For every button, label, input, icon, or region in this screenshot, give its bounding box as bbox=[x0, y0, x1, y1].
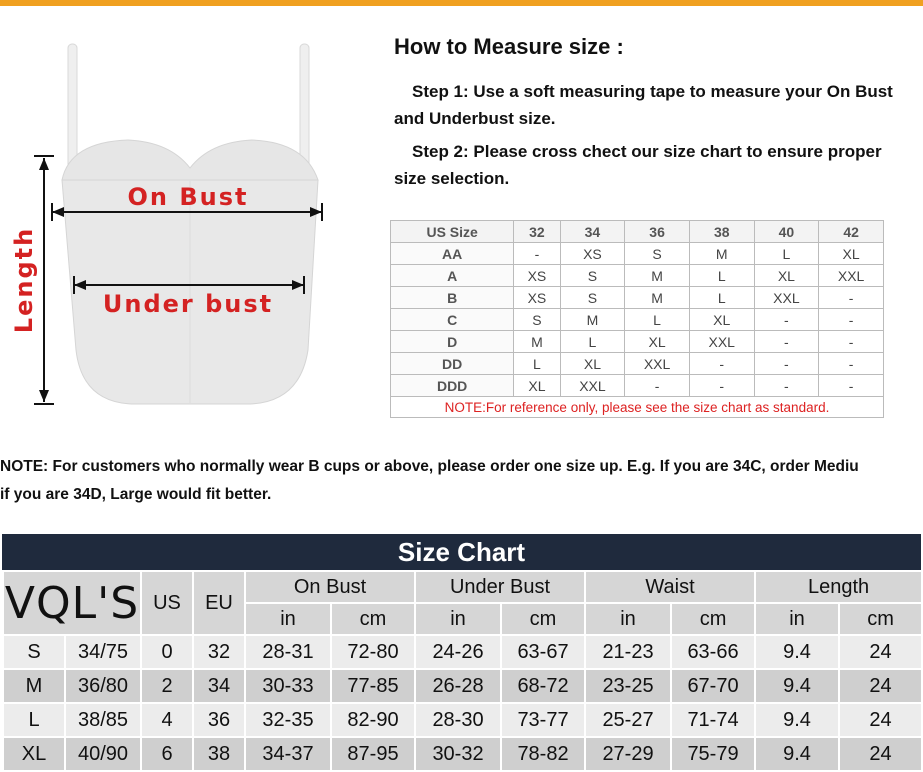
table-cell: M bbox=[689, 243, 754, 265]
table-cell: 0 bbox=[141, 635, 193, 669]
table-cell: 67-70 bbox=[671, 669, 755, 703]
us-table-note-row bbox=[391, 397, 884, 418]
table-cell: - bbox=[819, 375, 884, 397]
table-cell: XL bbox=[3, 737, 65, 771]
table-cell: M bbox=[3, 669, 65, 703]
table-cell: 24 bbox=[839, 635, 922, 669]
table-cell: 71-74 bbox=[671, 703, 755, 737]
table-cell: 36 bbox=[193, 703, 245, 737]
table-cell: 78-82 bbox=[501, 737, 585, 771]
table-cell: 26-28 bbox=[415, 669, 501, 703]
table-cell: - bbox=[514, 243, 560, 265]
table-cell: XXL bbox=[819, 265, 884, 287]
table-cell: - bbox=[754, 309, 819, 331]
table-cell: XL bbox=[514, 375, 560, 397]
table-cell: 38/85 bbox=[65, 703, 141, 737]
table-cell: 34-37 bbox=[245, 737, 331, 771]
unit-header-cell: in bbox=[415, 603, 501, 635]
reference-note: NOTE:For reference only, please see the size chart as standard. bbox=[391, 397, 884, 418]
table-cell: - bbox=[754, 375, 819, 397]
table-cell: XXL bbox=[754, 287, 819, 309]
table-cell: 24 bbox=[839, 669, 922, 703]
us-column-header: US bbox=[141, 571, 193, 635]
table-cell: 38 bbox=[193, 737, 245, 771]
table-cell: S bbox=[560, 265, 625, 287]
table-cell: L bbox=[514, 353, 560, 375]
table-cell: M bbox=[514, 331, 560, 353]
unit-header-cell: cm bbox=[331, 603, 415, 635]
table-cell: M bbox=[560, 309, 625, 331]
table-cell: DDD bbox=[391, 375, 514, 397]
table-cell: 28-31 bbox=[245, 635, 331, 669]
table-cell: - bbox=[819, 353, 884, 375]
table-row bbox=[3, 669, 922, 703]
table-row bbox=[391, 309, 884, 331]
table-cell: 32-35 bbox=[245, 703, 331, 737]
table-cell: DD bbox=[391, 353, 514, 375]
on-bust-column-header: On Bust bbox=[245, 571, 415, 603]
table-row bbox=[391, 243, 884, 265]
table-cell: XXL bbox=[689, 331, 754, 353]
brand-logo: VQL'S bbox=[3, 571, 141, 635]
table-row bbox=[3, 635, 922, 669]
us-size-table bbox=[390, 220, 884, 418]
table-header-cell: 36 bbox=[625, 221, 690, 243]
table-cell: XL bbox=[819, 243, 884, 265]
table-cell: 28-30 bbox=[415, 703, 501, 737]
table-cell: 24-26 bbox=[415, 635, 501, 669]
instruction-step-2: Step 2: Please cross chect our size chart to ensure proper size selection. bbox=[394, 142, 882, 188]
table-cell: 73-77 bbox=[501, 703, 585, 737]
table-cell: XL bbox=[560, 353, 625, 375]
table-cell: 9.4 bbox=[755, 703, 839, 737]
size-chart-group-header-row bbox=[3, 571, 922, 603]
table-cell: 23-25 bbox=[585, 669, 671, 703]
measure-instructions bbox=[394, 30, 914, 198]
table-row bbox=[3, 703, 922, 737]
waist-column-header: Waist bbox=[585, 571, 755, 603]
table-cell: XXL bbox=[625, 353, 690, 375]
table-cell: - bbox=[819, 309, 884, 331]
table-cell: A bbox=[391, 265, 514, 287]
table-cell: - bbox=[689, 375, 754, 397]
unit-header-cell: cm bbox=[839, 603, 922, 635]
bustier-illustration bbox=[0, 30, 360, 420]
table-cell: - bbox=[819, 331, 884, 353]
table-header-cell: 38 bbox=[689, 221, 754, 243]
table-cell: M bbox=[625, 287, 690, 309]
table-cell: 24 bbox=[839, 703, 922, 737]
table-header-cell: US Size bbox=[391, 221, 514, 243]
table-cell: - bbox=[819, 287, 884, 309]
table-cell: 21-23 bbox=[585, 635, 671, 669]
table-cell: 27-29 bbox=[585, 737, 671, 771]
table-header-cell: 34 bbox=[560, 221, 625, 243]
table-cell: 82-90 bbox=[331, 703, 415, 737]
table-cell: 34 bbox=[193, 669, 245, 703]
instruction-step-1: Step 1: Use a soft measuring tape to measure your On Bust and Underbust size. bbox=[394, 82, 893, 128]
table-cell: L bbox=[689, 265, 754, 287]
unit-header-cell: cm bbox=[501, 603, 585, 635]
table-cell: 9.4 bbox=[755, 737, 839, 771]
cup-size-note-line-2: if you are 34D, Large would fit better. bbox=[0, 486, 272, 503]
table-cell: 9.4 bbox=[755, 635, 839, 669]
table-cell: - bbox=[754, 353, 819, 375]
table-cell: 63-67 bbox=[501, 635, 585, 669]
table-row bbox=[391, 287, 884, 309]
table-cell: B bbox=[391, 287, 514, 309]
table-cell: XXL bbox=[560, 375, 625, 397]
top-accent-bar bbox=[0, 0, 923, 6]
table-cell: 68-72 bbox=[501, 669, 585, 703]
eu-column-header: EU bbox=[193, 571, 245, 635]
under-bust-column-header: Under Bust bbox=[415, 571, 585, 603]
table-header-cell: 42 bbox=[819, 221, 884, 243]
cup-size-note-line-1: NOTE: For customers who normally wear B cups or above, please order one size up. E.g. If you are 34C, order Mediu bbox=[0, 458, 859, 475]
size-chart-table bbox=[2, 570, 923, 772]
table-header-cell: 32 bbox=[514, 221, 560, 243]
table-cell: XS bbox=[514, 265, 560, 287]
table-cell: S bbox=[3, 635, 65, 669]
table-cell: L bbox=[754, 243, 819, 265]
size-chart-title: Size Chart bbox=[2, 534, 921, 570]
table-cell: S bbox=[560, 287, 625, 309]
cup-size-note bbox=[0, 453, 923, 509]
table-row bbox=[391, 265, 884, 287]
table-cell: XL bbox=[754, 265, 819, 287]
unit-header-cell: in bbox=[245, 603, 331, 635]
table-cell: 25-27 bbox=[585, 703, 671, 737]
length-label: Length bbox=[10, 226, 38, 334]
table-cell: 30-33 bbox=[245, 669, 331, 703]
table-cell: 77-85 bbox=[331, 669, 415, 703]
table-cell: L bbox=[3, 703, 65, 737]
table-cell: M bbox=[625, 265, 690, 287]
under-bust-label: Under bust bbox=[102, 290, 274, 318]
table-cell: - bbox=[754, 331, 819, 353]
table-cell: XS bbox=[560, 243, 625, 265]
unit-header-cell: in bbox=[755, 603, 839, 635]
table-row bbox=[391, 353, 884, 375]
table-cell: 2 bbox=[141, 669, 193, 703]
table-cell: 36/80 bbox=[65, 669, 141, 703]
table-cell: S bbox=[514, 309, 560, 331]
table-cell: 63-66 bbox=[671, 635, 755, 669]
table-cell: XS bbox=[514, 287, 560, 309]
measurement-figure bbox=[0, 30, 360, 420]
table-cell: 40/90 bbox=[65, 737, 141, 771]
table-cell: 30-32 bbox=[415, 737, 501, 771]
us-table-header-row bbox=[391, 221, 884, 243]
table-cell: 24 bbox=[839, 737, 922, 771]
table-cell: - bbox=[625, 375, 690, 397]
table-cell: 9.4 bbox=[755, 669, 839, 703]
table-cell: 4 bbox=[141, 703, 193, 737]
instructions-title: How to Measure size : bbox=[394, 34, 624, 59]
table-row bbox=[391, 375, 884, 397]
table-header-cell: 40 bbox=[754, 221, 819, 243]
unit-header-cell: in bbox=[585, 603, 671, 635]
length-column-header: Length bbox=[755, 571, 922, 603]
table-cell: 32 bbox=[193, 635, 245, 669]
table-cell: 87-95 bbox=[331, 737, 415, 771]
table-row bbox=[3, 737, 922, 771]
table-cell: L bbox=[689, 287, 754, 309]
table-cell: - bbox=[689, 353, 754, 375]
table-row bbox=[391, 331, 884, 353]
unit-header-cell: cm bbox=[671, 603, 755, 635]
table-cell: 34/75 bbox=[65, 635, 141, 669]
table-cell: L bbox=[560, 331, 625, 353]
table-cell: C bbox=[391, 309, 514, 331]
table-cell: AA bbox=[391, 243, 514, 265]
table-cell: XL bbox=[625, 331, 690, 353]
table-cell: 72-80 bbox=[331, 635, 415, 669]
on-bust-label: On Bust bbox=[127, 183, 249, 211]
table-cell: XL bbox=[689, 309, 754, 331]
table-cell: S bbox=[625, 243, 690, 265]
table-cell: D bbox=[391, 331, 514, 353]
table-cell: 6 bbox=[141, 737, 193, 771]
table-cell: L bbox=[625, 309, 690, 331]
table-cell: 75-79 bbox=[671, 737, 755, 771]
